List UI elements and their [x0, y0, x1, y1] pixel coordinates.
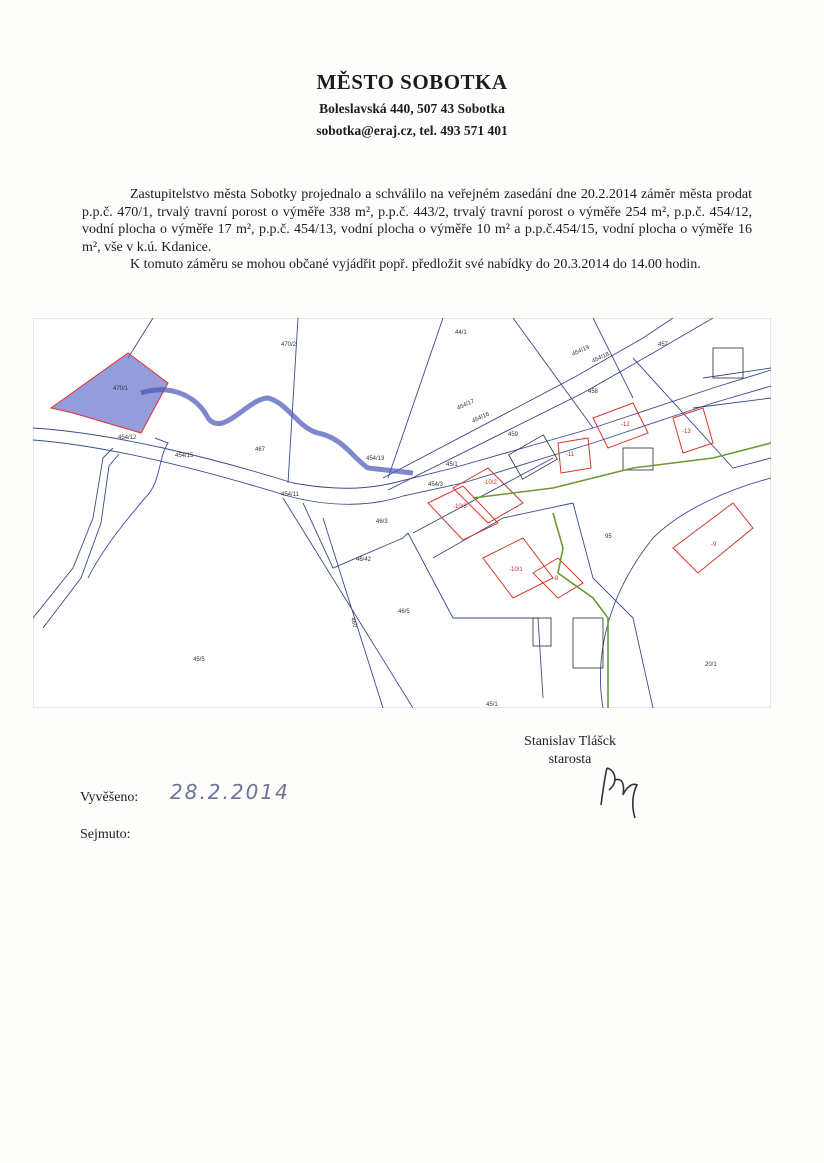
map-label: 454/11: [281, 492, 299, 498]
town-contact: sobotka@eraj.cz, tel. 493 571 401: [316, 123, 508, 138]
map-label: 46/5: [398, 609, 410, 615]
signer-name: Stanislav Tlášck: [524, 734, 616, 749]
letterhead: [0, 70, 824, 139]
map-label-red: -10/1: [509, 567, 523, 573]
map-label: 470/1: [113, 386, 129, 392]
map-label-red: -10/3: [453, 504, 467, 510]
map-label-red: -9: [711, 542, 717, 548]
map-label: 454/18: [591, 351, 611, 365]
cadastral-map: [33, 318, 771, 708]
map-label: 45/5: [193, 657, 205, 663]
map-label: 44/1: [455, 330, 467, 336]
town-title: MĚSTO SOBOTKA: [316, 70, 508, 94]
posted-label: Vyvěšeno:: [80, 790, 139, 805]
map-label: 454/3: [428, 482, 444, 488]
signer-role: starosta: [548, 752, 592, 767]
map-label: 95: [605, 534, 612, 540]
map-label: 454/17: [456, 398, 476, 412]
map-label: 454/16: [471, 411, 491, 425]
town-address: Boleslavská 440, 507 43 Sobotka: [319, 101, 505, 116]
notice-paragraph-1: Zastupitelstvo města Sobotky projednalo a schválilo na veřejném zasedání dne 20.2.2014 záměr města prodat p.p.č. 470/1, trvalý travní porost o výměře 338 m², p.p.č. 443/2, trvalý travní porost o výměře 254 m², p.p.č. 454/12, vodní plocha o výměře 17 m², p.p.č. 454/13, vodní plocha o výměře 10 m² a p.p.č.454/15, vodní plocha o výměře 16 m², vše v k.ú. Kdanice.: [82, 187, 752, 255]
map-label: 454/15: [175, 453, 194, 459]
notice-paragraph-2: K tomuto záměru se mohou občané vyjádřit popř. předložit své nabídky do 20.3.2014 do 14.00 hodin.: [130, 257, 701, 272]
map-label: 46/3: [376, 519, 388, 525]
handwritten-signature: [595, 760, 645, 820]
map-label-red: -13: [682, 429, 691, 435]
map-label: 470/2: [281, 342, 297, 348]
map-label-red: -11: [566, 452, 575, 458]
map-label: 454/19: [571, 344, 591, 358]
map-label: 20/1: [705, 662, 717, 668]
map-label: 458: [588, 389, 599, 395]
map-label: 45/1: [486, 702, 498, 708]
map-label: 460: [349, 616, 358, 629]
map-label-red: -10/2: [483, 480, 497, 486]
notice-body: [82, 186, 752, 274]
map-label-red: -8: [553, 576, 559, 582]
map-label: 46/42: [356, 557, 372, 563]
map-label: 459: [508, 432, 519, 438]
map-label: 457: [658, 342, 669, 348]
map-label: 45/1: [446, 462, 458, 468]
map-label-red: -12: [621, 422, 630, 428]
map-label: 467: [255, 447, 266, 453]
posted-date-handwritten: 28.2.2014: [170, 780, 290, 804]
map-label: 454/13: [366, 456, 385, 462]
map-label: 454/12: [118, 435, 137, 441]
removed-label: Sejmuto:: [80, 827, 131, 842]
